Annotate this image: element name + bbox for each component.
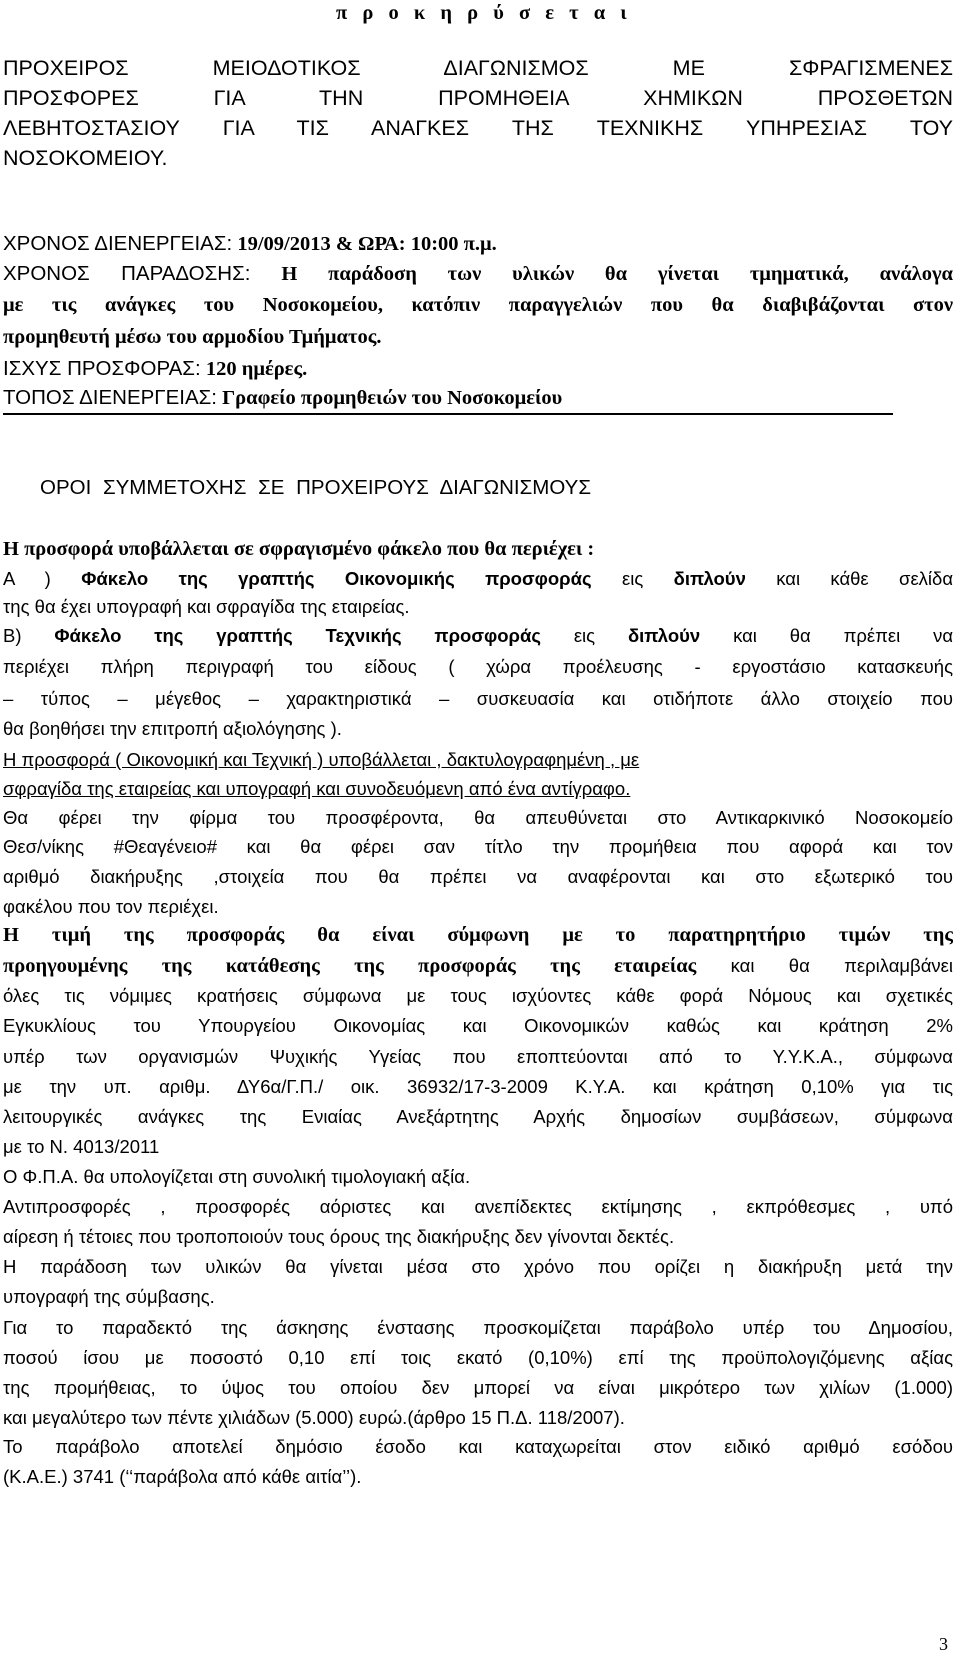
objection-clause-line-4: και μεγαλύτερο των πέντε χιλιάδων (5.000) ευρώ.(άρθρο 15 Π.Δ. 118/2007).: [3, 1407, 625, 1428]
submission-note-line-2: σφραγίδα της εταιρείας και υπογραφή και συνοδευόμενη από ένα αντίγραφο.: [3, 778, 631, 799]
place: [3, 386, 953, 410]
price-clause-line-2: [3, 955, 953, 985]
place-label: ΤΟΠΟΣ ΔΙΕΝΕΡΓΕΙΑΣ:: [3, 386, 217, 409]
page-number: 3: [939, 1634, 948, 1654]
item-b-prefix: Β): [3, 625, 22, 646]
item-a-double: διπλούν: [673, 568, 746, 589]
item-a-line-1: [3, 568, 953, 598]
price-clause-line-8: με το Ν. 4013/2011: [3, 1136, 160, 1157]
item-b-line-2: περιέχει πλήρη περιγραφή του είδους ( χώρα προέλευσης - εργοστάσιο κατασκευής: [3, 656, 953, 677]
objection-clause-line-3: της προμήθειας, το ύψος του οποίου δεν μπορεί να είναι μικρότερο των χιλίων (1.000): [3, 1377, 953, 1398]
delivery-time-line-1: [3, 262, 953, 292]
conduct-time-value: 19/09/2013 & ΩΡΑ: 10:00 π.μ.: [237, 233, 497, 255]
place-underline: [3, 413, 893, 415]
envelope-label-line-2: Θεσ/νίκης #Θεαγένειο# και θα φέρει σαν τίτλο την προμήθεια που αφορά και τον: [3, 836, 953, 857]
fee-clause-line-2: (Κ.Α.Ε.) 3741 (‘‘παράβολα από κάθε αιτία’’).: [3, 1466, 362, 1487]
objection-clause-line-2: ποσού ίσου με ποσοστό 0,10 επί τοις εκατό (0,10%) επί της προϋπολογιζόμενης αξίας: [3, 1347, 953, 1368]
validity: [3, 357, 953, 381]
price-clause-line-6: με την υπ. αριθμ. ΔΥ6α/Γ.Π./ οικ. 36932/17-3-2009 Κ.Υ.Α. και κράτηση 0,10% για τις: [3, 1076, 953, 1097]
envelope-intro: Η προσφορά υποβάλλεται σε σφραγισμένο φάκελο που θα περιέχει :: [3, 538, 595, 560]
item-b-mid: εις: [573, 625, 596, 646]
place-value: Γραφείο προμηθειών του Νοσοκομείου: [222, 387, 563, 409]
envelope-label-line-3: αριθμό διακήρυξης ,στοιχεία που θα πρέπει να αναφέρονται και στο εξωτερικό του: [3, 866, 953, 887]
delivery-time-label: ΧΡΟΝΟΣ ΠΑΡΑΔΟΣΗΣ:: [3, 262, 251, 285]
delivery-time-line-2: με τις ανάγκες του Νοσοκομείου, κατόπιν παραγγελιών που θα διαβιβάζονται στον: [3, 294, 953, 316]
tender-title-line-3: ΛΕΒΗΤΟΣΤΑΣΙΟΥ ΓΙΑ ΤΙΣ ΑΝΑΓΚΕΣ ΤΗΣ ΤΕΧΝΙΚΗΣ ΥΠΗΡΕΣΙΑΣ ΤΟΥ: [3, 116, 953, 140]
validity-value: 120 ημέρες.: [205, 358, 308, 380]
section-title: ΟΡΟΙ ΣΥΜΜΕΤΟΧΗΣ ΣΕ ΠΡΟΧΕΙΡΟΥΣ ΔΙΑΓΩΝΙΣΜΟΥΣ: [40, 476, 592, 499]
item-b-line-3: – τύπος – μέγεθος – χαρακτηριστικά – συσκευασία και οτιδήποτε άλλο στοιχείο που: [3, 688, 953, 709]
item-b-title: Φάκελο της γραπτής Τεχνικής προσφοράς: [54, 625, 541, 646]
price-clause-rest: και θα περιλαμβάνει: [730, 955, 953, 976]
validity-label: ΙΣΧΥΣ ΠΡΟΣΦΟΡΑΣ:: [3, 357, 201, 380]
counter-offers-line-2: αίρεση ή τέτοιες που τροποποιούν τους όρους της διακήρυξης δεν γίνονται δεκτές.: [3, 1226, 675, 1247]
delivery-clause-line-2: υπογραφή της σύμβασης.: [3, 1286, 215, 1307]
item-b-double: διπλούν: [627, 625, 701, 646]
item-a-rest: και κάθε σελίδα: [776, 568, 953, 589]
conduct-time: [3, 232, 953, 256]
envelope-label-line-4: φακέλου που τον περιέχει.: [3, 896, 219, 917]
item-a-prefix: Α ): [3, 568, 51, 589]
delivery-time-text-1: Η παράδοση των υλικών θα γίνεται τμηματικά, ανάλογα: [281, 263, 953, 285]
item-b-line-4: θα βοηθήσει την επιτροπή αξιολόγησης ).: [3, 718, 342, 739]
submission-note-line-1: Η προσφορά ( Οικονομική και Τεχνική ) υποβάλλεται , δακτυλογραφημένη , με: [3, 749, 640, 770]
item-a-title: Φάκελο της γραπτής Οικονομικής προσφοράς: [81, 568, 592, 589]
price-clause-line-5: υπέρ των οργανισμών Ψυχικής Υγείας που εποπτεύονται από το Υ.Υ.Κ.Α., σύμφωνα: [3, 1046, 953, 1067]
delivery-clause-line-1: Η παράδοση των υλικών θα γίνεται μέσα στο χρόνο που ορίζει η διακήρυξη μετά την: [3, 1256, 953, 1277]
item-b-rest: και θα πρέπει να: [733, 625, 953, 646]
objection-clause-line-1: Για το παραδεκτό της άσκησης ένστασης προσκομίζεται παράβολο υπέρ του Δημοσίου,: [3, 1317, 953, 1338]
envelope-label-line-1: Θα φέρει την φίρμα του προσφέροντα, θα απευθύνεται στο Αντικαρκινικό Νοσοκομείο: [3, 807, 953, 828]
delivery-time-line-3: προμηθευτή μέσω του αρμοδίου Τμήματος.: [3, 326, 382, 348]
conduct-time-label: ΧΡΟΝΟΣ ΔΙΕΝΕΡΓΕΙΑΣ:: [3, 232, 233, 255]
price-clause-line-4: Εγκυκλίους του Υπουργείου Οικονομίας και Οικονομικών καθώς και κράτηση 2%: [3, 1015, 953, 1036]
vat-line: Ο Φ.Π.Α. θα υπολογίζεται στη συνολική τιμολογιακή αξία.: [3, 1166, 471, 1187]
item-b-line-1: [3, 625, 953, 655]
price-clause-line-1: Η τιμή της προσφοράς θα είναι σύμφωνη με το παρατηρητήριο τιμών της: [3, 924, 953, 946]
price-clause-line-7: λειτουργικές ανάγκες της Ενιαίας Ανεξάρτητης Αρχής δημοσίων συμβάσεων, σύμφωνα: [3, 1106, 953, 1127]
tender-title-line-4: ΝΟΣΟΚΟΜΕΙΟΥ.: [3, 146, 168, 170]
item-a-line-2: της θα έχει υπογραφή και σφραγίδα της εταιρείας.: [3, 596, 410, 617]
tender-title-line-2: ΠΡΟΣΦΟΡΕΣ ΓΙΑ ΤΗΝ ΠΡΟΜΗΘΕΙΑ ΧΗΜΙΚΩΝ ΠΡΟΣΘΕΤΩΝ: [3, 86, 953, 110]
fee-clause-line-1: Το παράβολο αποτελεί δημόσιο έσοδο και καταχωρείται στον ειδικό αριθμό εσόδου: [3, 1436, 953, 1457]
price-clause-line-3: όλες τις νόμιμες κρατήσεις σύμφωνα με τους ισχύοντες κάθε φορά Νόμους και σχετικές: [3, 985, 953, 1006]
tender-title-line-1: ΠΡΟΧΕΙΡΟΣ ΜΕΙΟΔΟΤΙΚΟΣ ΔΙΑΓΩΝΙΣΜΟΣ ΜΕ ΣΦΡΑΓΙΣΜΕΝΕΣ: [3, 56, 953, 80]
item-a-mid: εις: [621, 568, 644, 589]
price-clause-bold: προηγουμένης της κατάθεσης της προσφοράς της εταιρείας: [3, 955, 697, 977]
counter-offers-line-1: Αντιπροσφορές , προσφορές αόριστες και ανεπίδεκτες εκτίμησης , εκπρόθεσμες , υπό: [3, 1196, 953, 1217]
document-heading: π ρ ο κ η ρ ύ σ ε τ α ι: [336, 2, 632, 24]
